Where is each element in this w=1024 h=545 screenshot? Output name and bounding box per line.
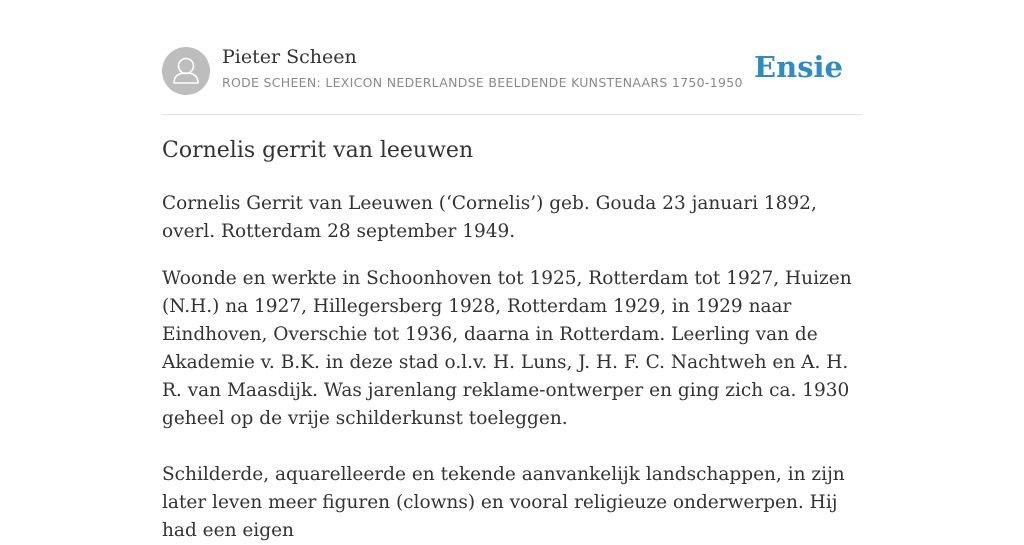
article-title: Cornelis gerrit van leeuwen (162, 138, 474, 163)
source-title[interactable]: RODE SCHEEN: LEXICON NEDERLANDSE BEELDENDE KUNSTENAARS 1750-1950 (222, 75, 743, 90)
article-paragraph: Cornelis Gerrit van Leeuwen (‘Cornelis’) geb. Gouda 23 januari 1892, overl. Rotterdam 28 september 1949. (162, 193, 817, 242)
avatar[interactable] (162, 47, 210, 95)
page-header (162, 40, 862, 115)
author-name[interactable]: Pieter Scheen (222, 46, 357, 68)
article-paragraph: Schilderde, aquarelleerde en tekende aanvankelijk landschappen, in zijn later leven meer figuren (clowns) en vooral religieuze onderwerpen. Hij had een eigen (162, 464, 845, 541)
article-paragraph: Woonde en werkte in Schoonhoven tot 1925, Rotterdam tot 1927, Huizen (N.H.) na 1927, Hillegersberg 1928, Rotterdam 1929, in 1929 naar Eindhoven, Overschie tot 1936, daarna in Rotterdam. Leerling van de Akademie v. B.K. in deze stad o.l.v. H. Luns, J. H. F. C. Nachtweh en A. H. R. van Maasdijk. Was jarenlang reklame-ontwerper en ging zich ca. 1930 geheel op de vrije schilderkunst toeleggen. (162, 268, 852, 429)
ensie-logo[interactable]: Ensie (754, 50, 843, 84)
